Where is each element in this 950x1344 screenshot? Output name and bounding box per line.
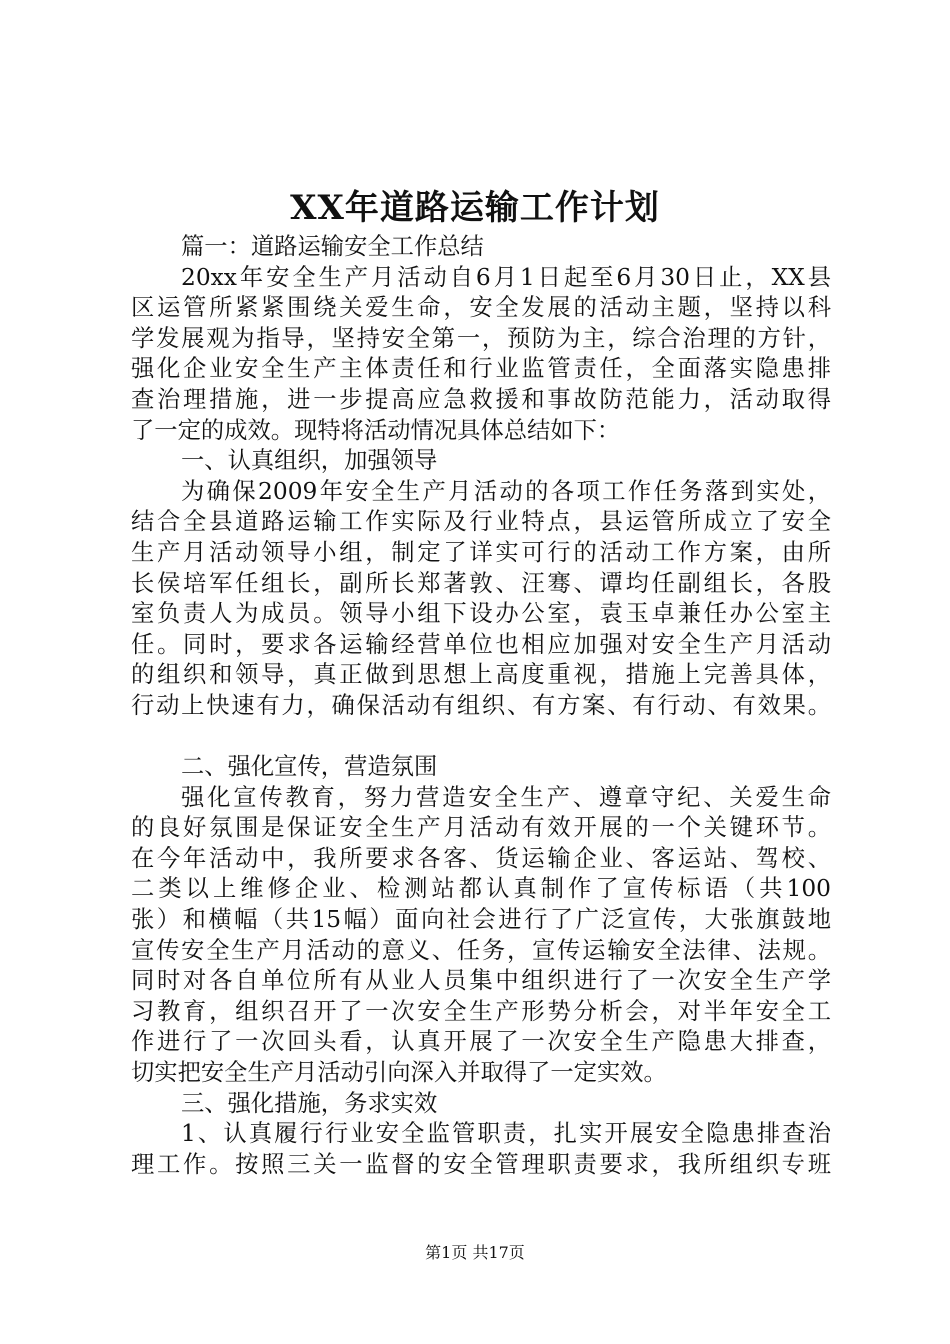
- text-line: 室负责人为成员。领导小组下设办公室，袁玉卓兼任办公室主: [131, 600, 831, 628]
- document-title: XX年道路运输工作计划: [290, 188, 660, 228]
- text-line: 为确保2009年安全生产月活动的各项工作任务落到实处，: [181, 477, 831, 505]
- text-line: 任。同时，要求各运输经营单位也相应加强对安全生产月活动: [131, 630, 831, 658]
- text-line: 同时对各自单位所有从业人员集中组织进行了一次安全生产学: [131, 967, 831, 995]
- text-line: 切实把安全生产月活动引向深入并取得了一定实效。: [131, 1059, 667, 1087]
- text-line: 在今年活动中，我所要求各客、货运输企业、客运站、驾校、: [131, 844, 831, 872]
- text-line: 宣传安全生产月活动的意义、任务，宣传运输安全法律、法规。: [131, 936, 831, 964]
- text-line: 习教育，组织召开了一次安全生产形势分析会，对半年安全工: [131, 997, 831, 1025]
- text-line: 查治理措施，进一步提高应急救援和事故防范能力，活动取得: [131, 385, 831, 413]
- text-line: 二类以上维修企业、检测站都认真制作了宣传标语（共100: [131, 875, 831, 903]
- section-heading: 一、认真组织，加强领导: [181, 447, 438, 475]
- text-line: 结合全县道路运输工作实际及行业特点，县运管所成立了安全: [131, 508, 831, 536]
- text-line: 区运管所紧紧围绕关爱生命，安全发展的活动主题，坚持以科: [131, 294, 831, 322]
- text-line: 的组织和领导，真正做到思想上高度重视，措施上完善具体，: [131, 661, 831, 689]
- text-line: 20xx年安全生产月活动自6月1日起至6月30日止，XX县: [181, 263, 831, 291]
- text-line: 行动上快速有力，确保活动有组织、有方案、有行动、有效果。: [131, 691, 831, 719]
- text-line: 强化企业安全生产主体责任和行业监管责任，全面落实隐患排: [131, 355, 831, 383]
- text-line: 的良好氛围是保证安全生产月活动有效开展的一个关键环节。: [131, 814, 831, 842]
- text-line: 学发展观为指导，坚持安全第一，预防为主，综合治理的方针，: [131, 324, 831, 352]
- text-line: 张）和横幅（共15幅）面向社会进行了广泛宣传，大张旗鼓地: [131, 906, 831, 934]
- text-line: 强化宣传教育，努力营造安全生产、遵章守纪、关爱生命: [181, 783, 831, 811]
- section-heading: 三、强化措施，务求实效: [181, 1089, 438, 1117]
- text-line: 作进行了一次回头看，认真开展了一次安全生产隐患大排查，: [131, 1028, 831, 1056]
- section-heading: 篇一：道路运输安全工作总结: [181, 233, 484, 260]
- paragraph-gap: [131, 722, 831, 753]
- text-line: 1、认真履行行业安全监管职责，扎实开展安全隐患排查治: [181, 1120, 831, 1148]
- page-footer: 第1页 共17页: [425, 1243, 525, 1262]
- text-line: 长侯培军任组长，副所长郑著敦、汪骞、谭均任副组长，各股: [131, 569, 831, 597]
- section-heading: 二、强化宣传，营造氛围: [181, 753, 438, 781]
- document-body: [131, 232, 831, 1180]
- text-line: 生产月活动领导小组，制定了详实可行的活动工作方案，由所: [131, 538, 831, 566]
- text-line: 了一定的成效。现特将活动情况具体总结如下：: [131, 416, 621, 444]
- text-line: 理工作。按照三关一监督的安全管理职责要求，我所组织专班: [131, 1150, 831, 1178]
